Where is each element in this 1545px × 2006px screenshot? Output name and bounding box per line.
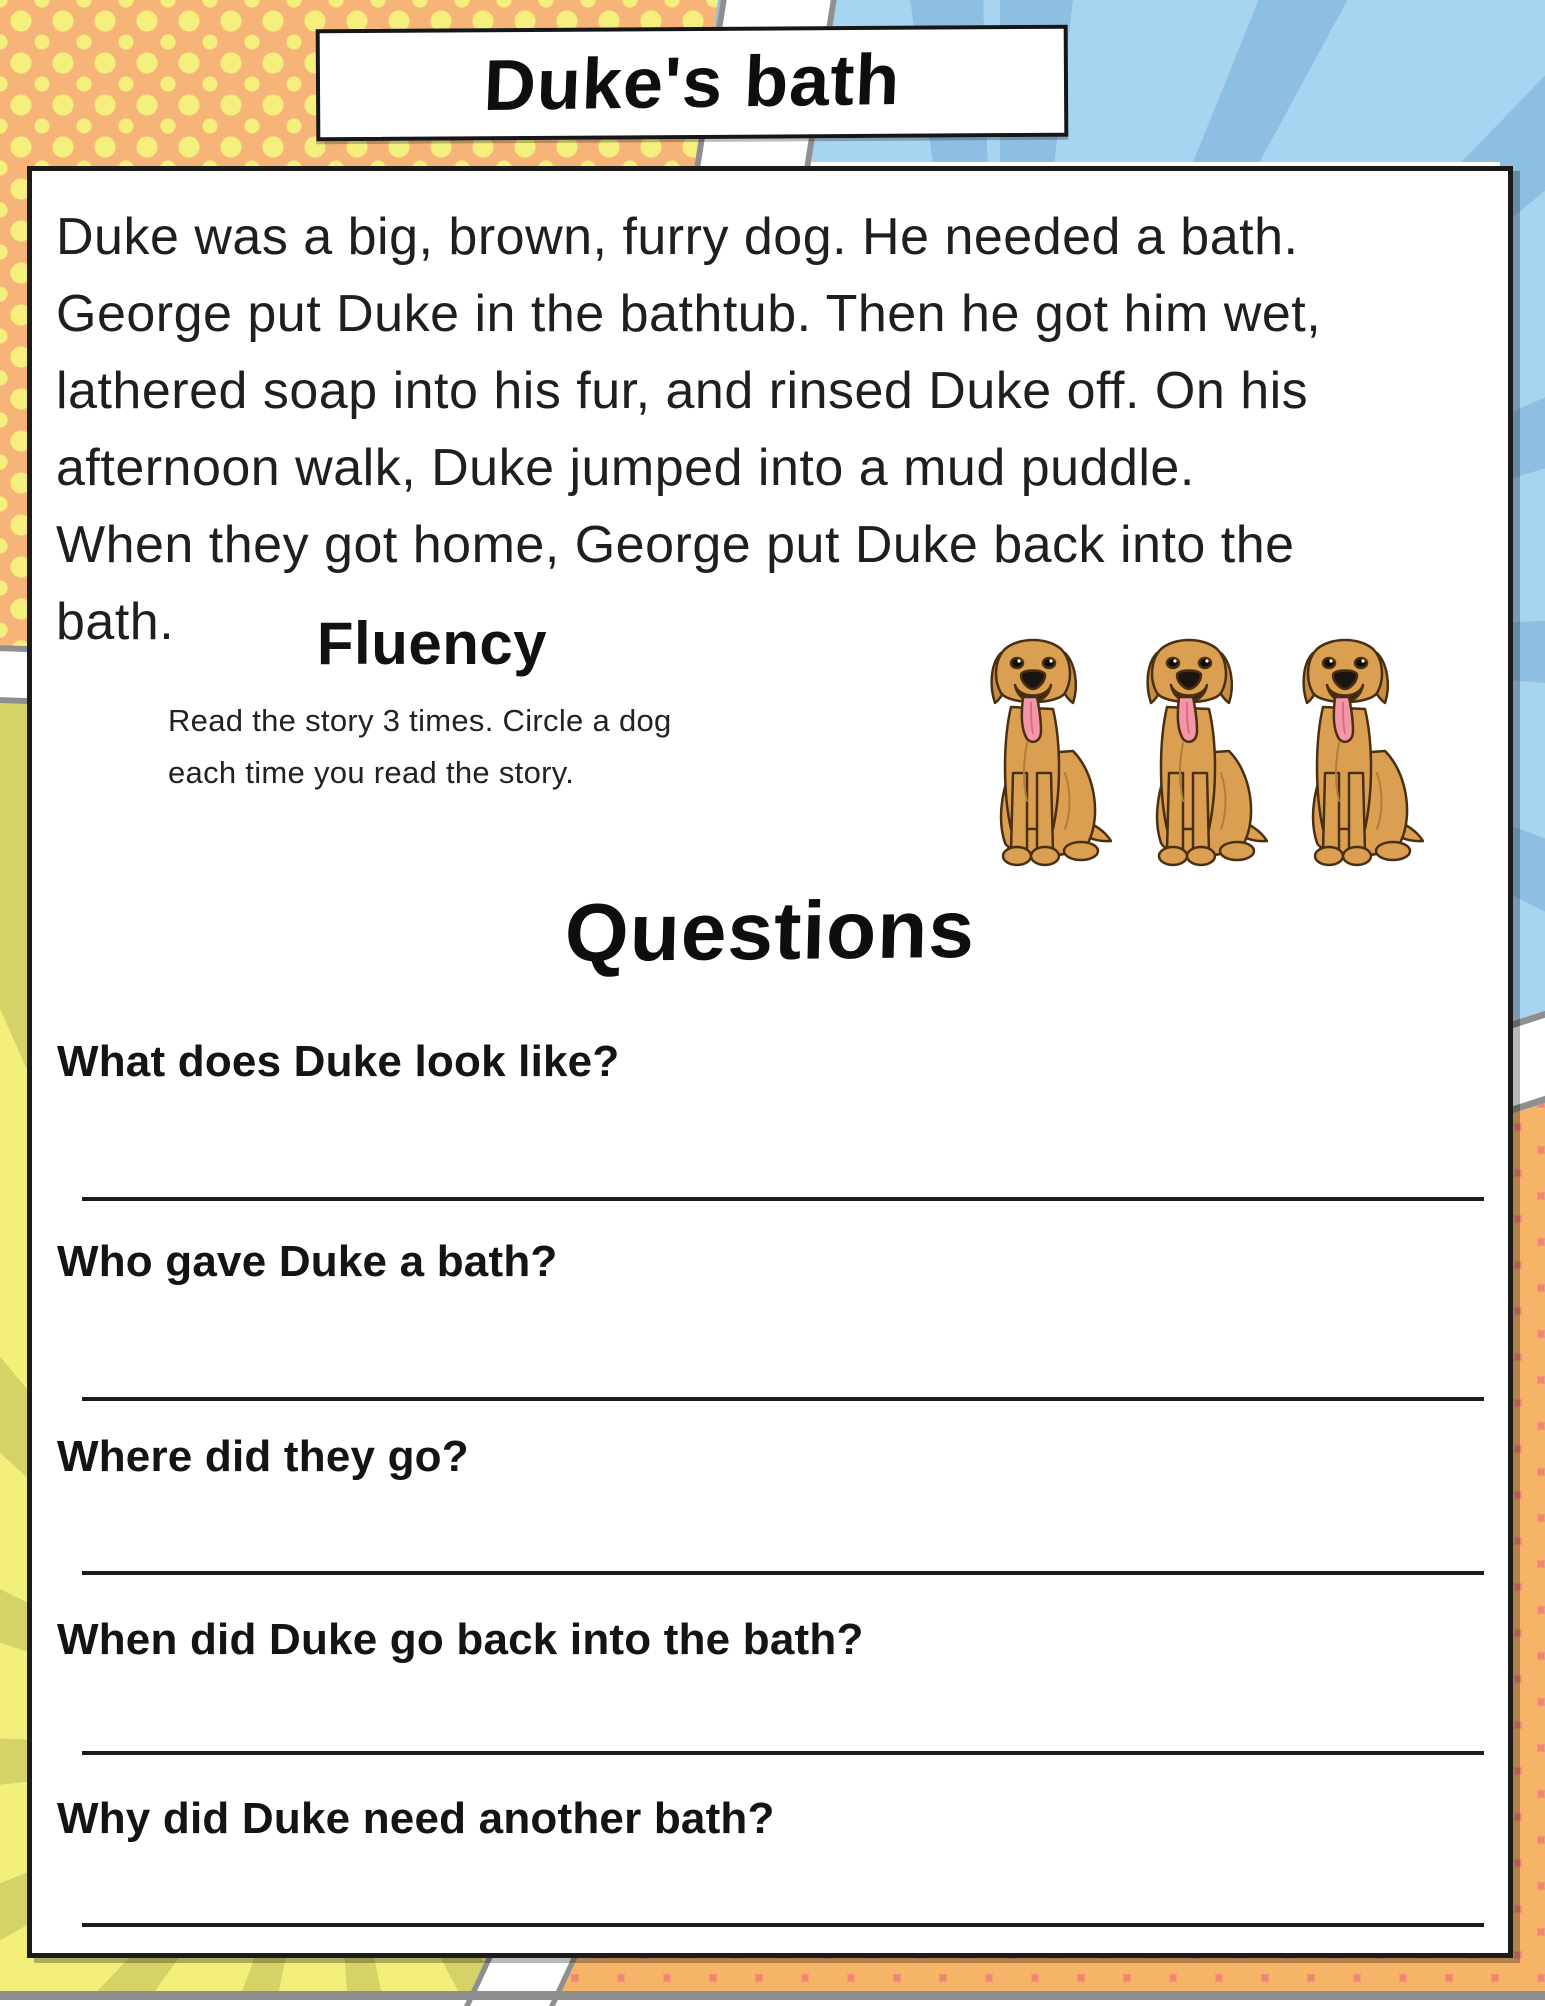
sitting-golden-dog-icon[interactable] xyxy=(1116,623,1268,873)
question-where: Where did they go? xyxy=(57,1432,469,1481)
fluency-instruction-line: Read the story 3 times. Circle a dog xyxy=(168,703,672,738)
story-line: Duke was a big, brown, furry dog. He needed a bath. xyxy=(56,208,1299,266)
answer-line-4[interactable] xyxy=(82,1751,1484,1755)
question-why: Why did Duke need another bath? xyxy=(57,1794,775,1843)
question-who: Who gave Duke a bath? xyxy=(57,1237,558,1286)
story-line: When they got home, George put Duke back into the xyxy=(56,516,1295,574)
answer-line-1[interactable] xyxy=(82,1197,1484,1201)
worksheet-card xyxy=(27,166,1513,1958)
story-paragraph xyxy=(56,199,1501,661)
answer-line-5[interactable] xyxy=(82,1923,1484,1927)
page-bottom-edge xyxy=(0,1991,1545,2000)
question-when: When did Duke go back into the bath? xyxy=(57,1615,864,1664)
answer-line-3[interactable] xyxy=(82,1571,1484,1575)
fluency-heading: Fluency xyxy=(316,610,548,677)
fluency-dog-row xyxy=(960,623,1424,873)
question-what: What does Duke look like? xyxy=(57,1037,620,1086)
sitting-golden-dog-icon[interactable] xyxy=(1272,623,1424,873)
story-line: bath. xyxy=(56,593,175,651)
fluency-instruction-line: each time you read the story. xyxy=(168,755,575,790)
story-line: lathered soap into his fur, and rinsed Duke off. On his xyxy=(56,362,1309,420)
page-title: Duke's bath xyxy=(482,39,902,127)
sitting-golden-dog-icon[interactable] xyxy=(960,623,1112,873)
title-banner xyxy=(316,25,1069,142)
story-line: George put Duke in the bathtub. Then he got him wet, xyxy=(56,285,1322,343)
story-line: afternoon walk, Duke jumped into a mud puddle. xyxy=(56,439,1195,497)
fluency-instructions xyxy=(168,695,728,799)
answer-line-2[interactable] xyxy=(82,1397,1484,1401)
questions-heading: Questions xyxy=(563,883,977,980)
